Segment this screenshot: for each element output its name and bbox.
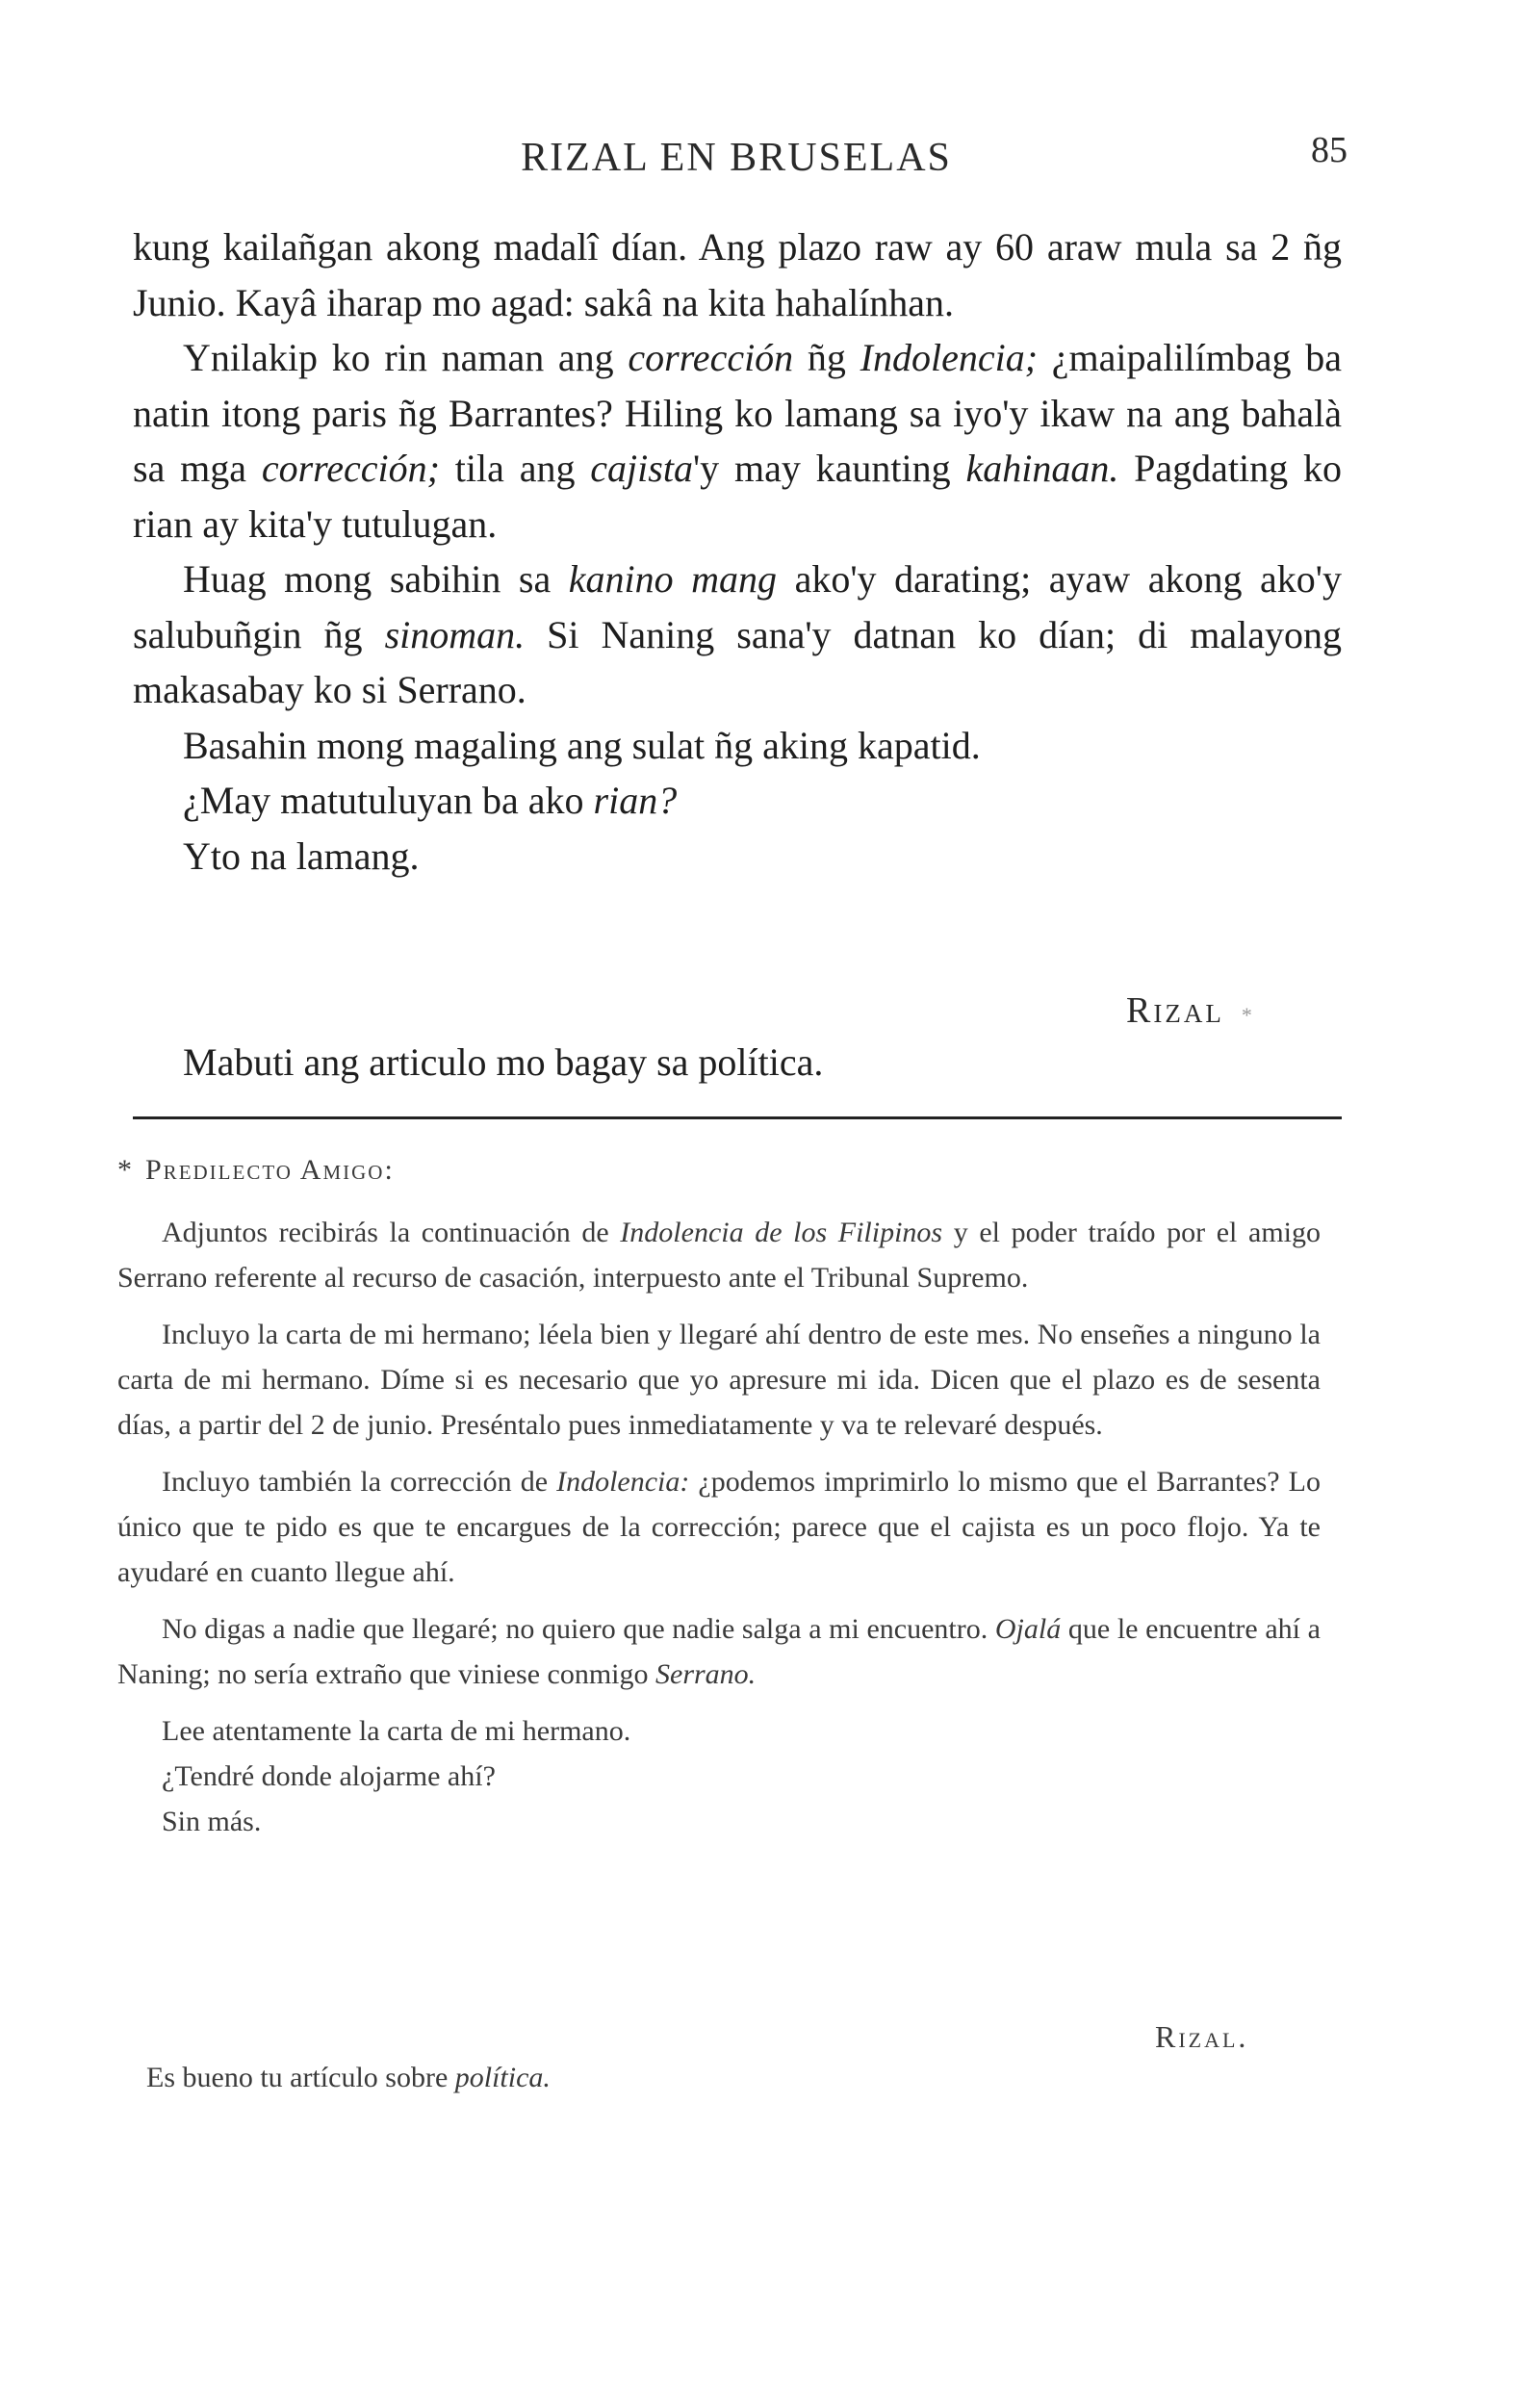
text-run-italic: sinoman. bbox=[384, 612, 526, 656]
footnote-signature: Rizal. bbox=[1155, 2019, 1249, 2054]
page-number: 85 bbox=[1311, 130, 1348, 170]
text-run: ¿May matutuluyan ba ako bbox=[183, 779, 594, 822]
footnote-paragraph-5: Lee atentamente la carta de mi hermano. bbox=[162, 1715, 631, 1747]
tagalog-paragraph-3 bbox=[133, 551, 1342, 718]
tagalog-paragraph-1: kung kailañgan akong madalî dían. Ang plazo raw ay 60 araw mula sa 2 ñg Junio. Kayâ iharap mo agad: sakâ na kita hahalínhan. bbox=[133, 225, 1342, 324]
footnote-divider bbox=[133, 1116, 1342, 1119]
tagalog-postscript: Mabuti ang articulo mo bagay sa política. bbox=[183, 1040, 824, 1084]
text-run-italic: Indolencia; bbox=[860, 336, 1039, 379]
text-run-italic: rian? bbox=[593, 779, 678, 822]
text-run-italic: kahinaan. bbox=[965, 447, 1119, 490]
text-run: Si Naning sana'y datnan ko dían; di malayong makasabay ko si Serrano. bbox=[133, 612, 1343, 711]
footnote-paragraph-7: Sin más. bbox=[162, 1806, 262, 1837]
running-title: RIZAL EN BRUSELAS bbox=[521, 136, 952, 180]
text-run: Es bueno tu artículo sobre bbox=[146, 2062, 455, 2093]
text-run: Pagdating ko rian ay kita'y tutulugan. bbox=[133, 447, 1342, 546]
footnote-postscript bbox=[146, 2062, 551, 2094]
footnote-paragraph-4 bbox=[117, 1606, 1321, 1697]
footnote-paragraph-6: ¿Tendré donde alojarme ahí? bbox=[162, 1760, 496, 1792]
text-run-italic: cajista bbox=[590, 447, 693, 490]
text-run: 'y may kaunting bbox=[692, 447, 966, 490]
text-run: Huag mong sabihin sa bbox=[183, 557, 569, 601]
text-run-italic: Indolencia de los Filipinos bbox=[620, 1217, 943, 1248]
footnote-salutation-line bbox=[117, 1147, 1321, 1192]
text-run: Adjuntos recibirás la continuación de bbox=[162, 1217, 621, 1248]
text-run-italic: política. bbox=[454, 2062, 551, 2093]
tagalog-signature bbox=[1126, 989, 1255, 1032]
text-run: tila ang bbox=[439, 447, 591, 490]
signature-text: Rizal bbox=[1126, 990, 1224, 1031]
text-run: ako'y darating; ayaw akong ako'y salubuñgin ñg bbox=[133, 557, 1342, 656]
tagalog-paragraph-5 bbox=[133, 773, 1342, 829]
text-run: No digas a nadie que llegaré; no quiero que nadie salga a mi encuentro. bbox=[162, 1613, 995, 1645]
text-run-italic: corrección bbox=[628, 336, 794, 379]
tagalog-paragraph-4: Basahin mong magaling ang sulat ñg aking kapatid. bbox=[183, 723, 981, 767]
text-run-italic: Serrano. bbox=[655, 1658, 757, 1690]
footnote-paragraph-2: Incluyo la carta de mi hermano; léela bien y llegaré ahí dentro de este mes. No enseñes a ninguno la carta de mi hermano. Díme si es necesario que yo apresure mi ida. Dicen que el plazo es de sesenta días, a partir del 2 de junio. Preséntalo pues inmediatamente y va te relevaré después. bbox=[117, 1319, 1321, 1441]
footnote-paragraph-3 bbox=[117, 1459, 1321, 1595]
text-run: ñg bbox=[793, 336, 860, 379]
text-run: ¿podemos imprimirlo lo mismo que el Barrantes? Lo único que te pido es que te encargues de la corrección; parece que el cajista es un poco flojo. Ya te ayudaré en cuanto llegue ahí. bbox=[117, 1466, 1321, 1588]
text-run: que le encuentre ahí a Naning; no sería extraño que viniese conmigo bbox=[117, 1613, 1321, 1690]
footnote-mark: * bbox=[1241, 1003, 1255, 1027]
tagalog-letter bbox=[133, 219, 1342, 884]
text-run: y el poder traído por el amigo Serrano referente al recurso de casación, interpuesto ante el Tribunal Supremo. bbox=[117, 1217, 1321, 1294]
text-run: ¿maipalilímbag ba natin itong paris ñg Barrantes? Hiling ko lamang sa iyo'y ikaw na ang bahalà sa mga bbox=[133, 336, 1343, 490]
spanish-footnote bbox=[117, 1147, 1321, 1844]
footnote-paragraph-1 bbox=[117, 1210, 1321, 1300]
footnote-salutation: Predilecto Amigo: bbox=[145, 1154, 395, 1186]
text-run-italic: kanino mang bbox=[568, 557, 778, 601]
page-header bbox=[135, 125, 1348, 192]
footnote-marker: * bbox=[117, 1154, 132, 1186]
text-run-italic: Ojalá bbox=[994, 1613, 1062, 1645]
text-run-italic: Indolencia: bbox=[556, 1466, 690, 1498]
tagalog-paragraph-6: Yto na lamang. bbox=[183, 833, 420, 878]
text-run-italic: corrección; bbox=[261, 447, 440, 490]
text-run: Incluyo también la corrección de bbox=[162, 1466, 557, 1498]
text-run: Ynilakip ko rin naman ang bbox=[183, 336, 629, 379]
tagalog-paragraph-2 bbox=[133, 330, 1342, 551]
